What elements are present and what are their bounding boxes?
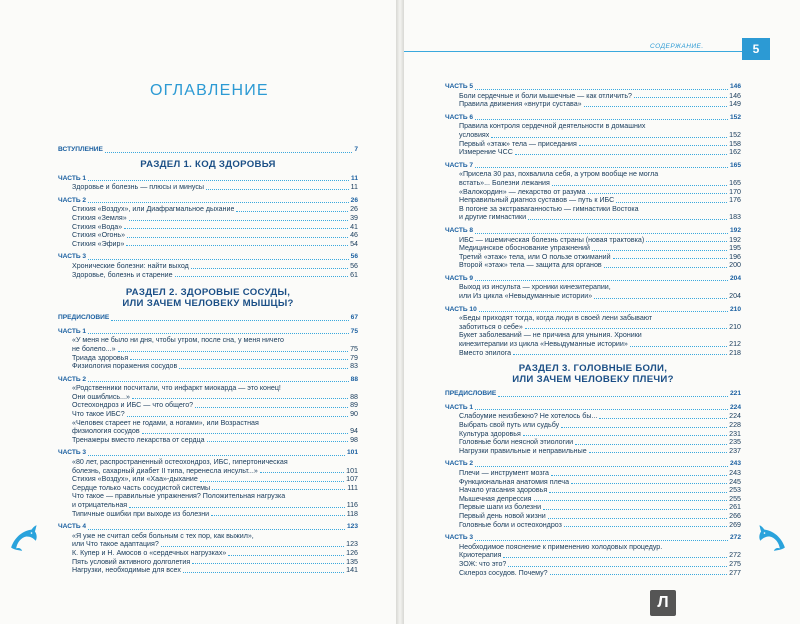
toc-part[interactable]: ЧАСТЬ 3 272 — [445, 534, 741, 542]
toc-entry[interactable]: Мышечная депрессия 255 — [459, 494, 741, 503]
toc-entry[interactable]: Стихия «Воздух», или Диафрагмальное дыхание 26 — [72, 205, 358, 214]
toc-right — [445, 83, 741, 577]
toc-entry-line: Что такое — правильные упражнения? Положительная нагрузка — [72, 492, 286, 501]
toc-entry[interactable]: Третий «этаж» тела, или О пользе отжиманий 196 — [459, 252, 741, 261]
toc-entry-line: «Присела 30 раз, похвалила себя, а утром вообще не могла — [459, 170, 659, 179]
toc-entry[interactable]: Первый день новой жизни 266 — [459, 511, 741, 520]
toc-part[interactable]: ЧАСТЬ 8 192 — [445, 226, 741, 234]
toc-entry[interactable]: Плечи — инструмент мозга 243 — [459, 468, 741, 477]
section-heading-line1: РАЗДЕЛ 2. ЗДОРОВЫЕ СОСУДЫ, — [125, 287, 291, 299]
toc-title: ОГЛАВЛЕНИЕ — [150, 82, 269, 99]
toc-entry-line: Правила контроля сердечной деятельности в домашних — [459, 122, 646, 131]
toc-entry[interactable]: Здоровье, болезнь и старение 61 — [72, 270, 358, 279]
toc-entry-line: «80 лет, распространенный остеохондроз, ИБС, гипертоническая — [72, 458, 288, 467]
toc-entry[interactable]: Сердце только часть сосудистой системы 111 — [72, 483, 358, 492]
toc-entry[interactable]: встать»... Болезни лежания 165 — [459, 178, 741, 187]
toc-entry[interactable]: Криотерапия 272 — [459, 551, 741, 560]
toc-part[interactable]: ЧАСТЬ 2 88 — [58, 375, 358, 383]
toc-entry[interactable]: Здоровье и болезнь — плюсы и минусы 11 — [72, 183, 358, 192]
toc-entry[interactable]: Головные боли и остеохондроз 269 — [459, 520, 741, 529]
toc-entry[interactable]: Типичные ошибки при выходе из болезни 118 — [72, 509, 358, 518]
toc-entry[interactable]: Нагрузки правильные и неправильные 237 — [459, 446, 741, 455]
toc-entry[interactable]: Головные боли неясной этиологии 235 — [459, 438, 741, 447]
toc-part[interactable]: ЧАСТЬ 4 123 — [58, 523, 358, 531]
toc-entry[interactable]: Склероз сосудов. Почему? 277 — [459, 568, 741, 577]
toc-entry[interactable]: Триада здоровья 79 — [72, 353, 358, 362]
toc-entry[interactable]: Боли сердечные и боли мышечные — как отличить? 146 — [459, 91, 741, 100]
toc-entry[interactable]: Правила движения «внутри сустава» 149 — [459, 100, 741, 109]
toc-entry[interactable]: Хронические болезни: найти выход 56 — [72, 261, 358, 270]
page-number: 5 — [742, 38, 770, 60]
header-label: СОДЕРЖАНИЕ. — [650, 43, 704, 50]
toc-entry[interactable]: Неправильный диагноз суставов — путь к ИБС 176 — [459, 196, 741, 205]
section-heading-line2: ИЛИ ЗАЧЕМ ЧЕЛОВЕКУ МЫШЦЫ? — [122, 298, 294, 310]
toc-entry[interactable]: Первые шаги из болезни 261 — [459, 503, 741, 512]
toc-entry[interactable]: Культура здоровья 231 — [459, 429, 741, 438]
toc-part[interactable]: ЧАСТЬ 1 75 — [58, 327, 358, 335]
toc-entry[interactable]: Первый «этаж» тела — приседания 158 — [459, 139, 741, 148]
toc-entry[interactable]: Они ошиблись...» 88 — [72, 392, 358, 401]
toc-left — [58, 146, 358, 575]
toc-entry-line: Необходимое пояснение к применению холодовых процедур. — [459, 542, 663, 551]
section-heading — [445, 363, 741, 385]
toc-entry[interactable]: Стихия «Эфир» 54 — [72, 239, 358, 248]
toc-entry[interactable]: Остеохондроз и ИБС — что общего? 89 — [72, 401, 358, 410]
toc-entry[interactable]: К. Купер и Н. Амосов о «сердечных нагрузках» 126 — [72, 548, 358, 557]
toc-part[interactable]: ЧАСТЬ 2 243 — [445, 460, 741, 468]
toc-entry-preface[interactable]: ПРЕДИСЛОВИЕ 67 — [58, 314, 358, 322]
toc-entry[interactable]: «Валокордин» — лекарство от разума 170 — [459, 187, 741, 196]
toc-entry[interactable]: Что такое ИБС? 90 — [72, 410, 358, 419]
toc-part[interactable]: ЧАСТЬ 10 210 — [445, 305, 741, 313]
section-heading — [58, 287, 358, 309]
toc-entry[interactable]: Функциональная анатомия плеча 245 — [459, 477, 741, 486]
toc-entry[interactable]: ИБС — ишемическая болезнь страны (новая трактовка) 192 — [459, 235, 741, 244]
toc-entry[interactable]: Второй «этаж» тела — защита для органов 200 — [459, 261, 741, 270]
toc-entry[interactable]: заботиться о себе» 210 — [459, 322, 741, 331]
toc-entry[interactable]: и другие гимнастики 183 — [459, 213, 741, 222]
toc-entry[interactable]: Медицинское обоснование упражнений 195 — [459, 244, 741, 253]
toc-entry[interactable]: Начало угасания здоровья 253 — [459, 486, 741, 495]
toc-entry[interactable]: Нагрузки, необходимые для всех 141 — [72, 566, 358, 575]
dolphin-icon — [6, 522, 40, 556]
section-heading-line2: ИЛИ ЗАЧЕМ ЧЕЛОВЕКУ ПЛЕЧИ? — [512, 374, 674, 386]
toc-entry-line: В погоне за экстраваганностью — гимнастики Востока — [459, 204, 639, 213]
toc-part[interactable]: ЧАСТЬ 3 56 — [58, 253, 358, 261]
toc-entry[interactable]: Стихия «Воздух», или «Хаа»-дыхание 107 — [72, 475, 358, 484]
toc-part[interactable]: ЧАСТЬ 1 224 — [445, 403, 741, 411]
publisher-logo: Л — [650, 590, 676, 616]
toc-entry[interactable]: или Из цикла «Невыдуманные истории» 204 — [459, 292, 741, 301]
toc-entry[interactable]: Стихия «Земля» 39 — [72, 213, 358, 222]
toc-entry[interactable]: кинезитерапии из цикла «Невыдуманные истории» 212 — [459, 340, 741, 349]
toc-entry[interactable]: Стихия «Огонь» 46 — [72, 231, 358, 240]
toc-entry-intro[interactable]: ВСТУПЛЕНИЕ 7 — [58, 146, 358, 153]
toc-entry-line: «Беды приходят тогда, когда люди в своей лени забывают — [459, 314, 653, 323]
toc-part[interactable]: ЧАСТЬ 5 146 — [445, 83, 741, 90]
toc-entry[interactable]: условиях 152 — [459, 130, 741, 139]
toc-entry-line: «Родственники посчитали, что инфаркт миокарда — это конец! — [72, 384, 281, 393]
toc-entry[interactable]: Стихия «Вода» 41 — [72, 222, 358, 231]
toc-entry[interactable]: физиология сосудов 94 — [72, 427, 358, 436]
toc-entry[interactable]: и отрицательная 116 — [72, 501, 358, 509]
toc-part[interactable]: ЧАСТЬ 6 152 — [445, 113, 741, 121]
section-heading-line1: РАЗДЕЛ 3. ГОЛОВНЫЕ БОЛИ, — [518, 363, 668, 375]
toc-entry[interactable]: Пять условий активного долголетия 135 — [72, 557, 358, 566]
toc-part[interactable]: ЧАСТЬ 9 204 — [445, 274, 741, 282]
toc-entry[interactable]: Физиология поражения сосудов 83 — [72, 362, 358, 371]
toc-entry-preface[interactable]: ПРЕДИСЛОВИЕ 221 — [445, 390, 741, 398]
toc-entry[interactable]: Вместо эпилога 218 — [459, 348, 741, 357]
section-heading: РАЗДЕЛ 1. КОД ЗДОРОВЬЯ — [140, 158, 276, 170]
toc-entry-line: «Я уже не считал себя больным с тех пор, как выжил», — [72, 531, 254, 540]
toc-entry-line: «Человек стареет не годами, а ногами», или Возрастная — [72, 418, 259, 427]
toc-entry[interactable]: Измерение ЧСС 162 — [459, 148, 741, 157]
dolphin-icon — [756, 522, 790, 556]
toc-entry[interactable]: или Что такое адаптация? 123 — [72, 540, 358, 549]
toc-entry[interactable]: Тренажеры вместо лекарства от сердца 98 — [72, 435, 358, 444]
toc-part[interactable]: ЧАСТЬ 7 165 — [445, 161, 741, 169]
book-gutter — [396, 0, 404, 624]
toc-entry[interactable]: болезнь, сахарный диабет II типа, перенесла инсульт...» 101 — [72, 466, 358, 475]
toc-entry-line: Букет заболеваний — не причина для уныния. Хроники — [459, 331, 642, 340]
toc-part[interactable]: ЧАСТЬ 3 101 — [58, 449, 358, 457]
toc-entry[interactable]: Выбрать свой путь или судьбу 228 — [459, 421, 741, 429]
toc-part[interactable]: ЧАСТЬ 1 11 — [58, 174, 358, 182]
toc-entry-line: Выход из инсульта — хроники кинезитерапии, — [459, 283, 611, 292]
header-rule — [400, 51, 742, 52]
toc-entry[interactable]: не болело...» 75 — [72, 344, 358, 353]
toc-entry[interactable]: Слабоумие неизбежно? Не хотелось бы... 224 — [459, 412, 741, 421]
toc-entry[interactable]: ЗОЖ: что это? 275 — [459, 559, 741, 568]
toc-entry-line: «У меня не было ни дня, чтобы утром, после сна, у меня ничего — [72, 336, 284, 345]
toc-part[interactable]: ЧАСТЬ 2 26 — [58, 196, 358, 204]
